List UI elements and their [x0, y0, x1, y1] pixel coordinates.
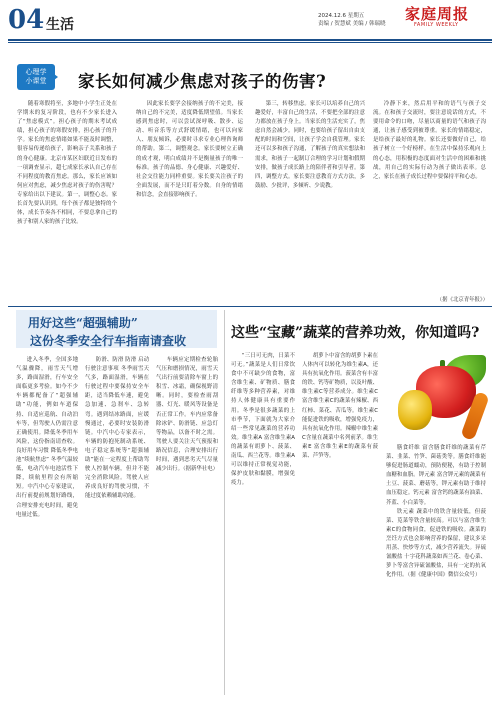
header-rule-thin: [8, 42, 492, 43]
article2-column-2: [85, 356, 149, 696]
badge-line-1: 心理学: [25, 68, 47, 76]
page-number: 04: [8, 5, 45, 35]
article1-text: 随着寒假将至，多地中小学生正处在学期末的复习阶段，也有不少家长进入了“焦虑模式”。担心孩子的期末考试成绩，担心孩子的寒假安排，担心孩子的升学。家长的焦虑情绪如果不能及时调整，很容易传递给孩子，影响亲子关系和孩子的身心健康。北京市某区妇联近日发布的一项调查显示，超七成家长承认自己存在不同程度的教育焦虑。那么，家长应该如何应对焦虑，减少焦虑对孩子的伤害呢？专家给出以下建议。第一，调整心态。家长首先要认识到，每个孩子都是独特的个体，成长节奏各不相同，不要总拿自己的孩子和别人家的孩子比较。: [17, 101, 117, 226]
article1-source: [400, 296, 488, 306]
article2-text: 车辆应定期检查轮胎气压和磨损情况，雨雪天气出行前要清除车窗上的积雪、冰霜，确保视野清晰。同时，要检查雨刮器、灯光、暖风等设备是否正常工作。车内应常备除冰铲、防滑链、应急灯等物品，以备不时之需。驾驶人要关注天气预报和路况信息，合理安排出行时间，遇到恶劣天气尽量减少出行。（据新华社电）: [156, 357, 218, 473]
date-line: [318, 12, 385, 28]
article3-text: 膳食纤维 富含膳食纤维的蔬菜有芹菜、韭菜、竹笋、菌菇类等。膳食纤维能够促进肠道蠕动，预防便秘，有助于控制血糖和血脂。钾元素 富含钾元素的蔬菜有土豆、菠菜、蘑菇等，钾元素有助于维持血压稳定。钙元素 富含钙的蔬菜有油菜、芥蓝、小白菜等。: [386, 445, 486, 506]
article3-text: 铁元素 蔬菜中的铁含量较低，但菠菜、苋菜等铁含量较高。可以与富含维生素C的食物同食，促进铁的吸收。蔬菜的烹饪方式也会影响营养的保留，建议多采用蒸、快炒等方式，减少营养流失。异硫氰酸盐 十字花科蔬菜如西兰花、卷心菜、萝卜等富含异硫氰酸盐，具有一定的抗氧化作用。（据《健康中国》微信公众号）: [386, 508, 486, 579]
article3-column-1: [231, 352, 295, 696]
article2-column-1: [16, 356, 78, 696]
article3-title: 这些“宝藏”蔬菜的营养功效，你知道吗?: [231, 325, 480, 341]
article2-title-line-2: 这份冬季安全行车指南请查收: [30, 334, 187, 348]
header-rule: [8, 39, 492, 41]
article1-column-4: [373, 100, 486, 298]
section-title: 生活: [46, 17, 74, 33]
masthead-english: FAMILY WEEKLY: [414, 22, 459, 28]
article1-column-1: [17, 100, 117, 305]
article1-text: 第三，转移焦虑。家长可以培养自己的兴趣爱好，丰富自己的生活，不要把全部的注意力都放在孩子身上。当家长的生活充实了，焦虑自然会减少。同时，也要给孩子留出自由支配的时间和空间，让孩子学会自我管理。家长还可以多和孩子沟通，了解孩子的真实想法和需求，和孩子一起制订合理的学习计划和假期安排，做孩子成长路上的陪伴者和引导者。第四，调整方式。家长要注意教育方式方法，多鼓励、少批评，多倾听、少说教。: [255, 101, 365, 189]
article2-title-line-1: 用好这些“超强辅助”: [28, 316, 138, 330]
page-header: [0, 0, 500, 42]
article1-source-text: （据《北京青年报》）: [436, 297, 488, 303]
article3-text: “三日可无肉，日菜不可无。”蔬菜是人们日常饮食中不可缺少的食物，富含维生素、矿物质、膳食纤维等多种营养素，对维持人体健康具有重要作用。冬季是很多蔬菜的上市季节，下面就为大家介绍一些常见蔬菜的营养功效。维生素A 富含维生素A的蔬菜有胡萝卜、菠菜、南瓜、西兰花等。维生素A可以维持正常视觉功能，保护皮肤和黏膜，增强免疫力。: [231, 353, 295, 487]
article1-text: 冷静下来，然后用平和的语气与孩子交流。在和孩子交流时，要注意说话的方式，不要用命令的口吻，尽量以商量的语气和孩子沟通，让孩子感受到被尊重。家长的情绪稳定，是给孩子最好的礼物。家长还要做好自己，给孩子树立一个好榜样。在生活中保持乐观向上的心态，用积极的态度面对生活中的困难和挑战，用自己的实际行动为孩子做出表率。总之，家长在孩子成长过程中要保持平和心态。: [373, 101, 486, 180]
article2-column-3: [156, 356, 218, 696]
article3-column-2: [302, 352, 378, 696]
yellow-pepper-image: [398, 390, 432, 430]
article1-text: 因此家长要学会接纳孩子的不完美，接纳自己的不完美，适度降低期望值。当家长感到焦虑时，可以尝试深呼吸、散步、运动、听音乐等方式舒缓情绪，也可以向家人、朋友倾诉，必要时寻求专业心理咨询师的帮助。第二，调整观念。家长要树立正确的成才观，明白成绩并不是衡量孩子的唯一标准。孩子的品德、身心健康、兴趣爱好、社会交往能力同样重要。家长要关注孩子的全面发展，而不是只盯着分数。自身的情绪和信念，会直接影响孩子。: [136, 101, 243, 198]
badge-line-2: 小课堂: [25, 77, 47, 85]
psychology-badge: [17, 64, 55, 90]
section-divider: [8, 306, 492, 307]
article1-column-2: [136, 100, 243, 305]
masthead-logo: 家庭周报: [405, 5, 470, 23]
editor-credits: 责编 / 贺慧斌 美编 / 韩瑞晓: [318, 21, 386, 27]
article2-text: 进入冬季，全国多地气温骤降，雨雪天气增多，路面湿滑，行车安全面临更多考验。如今不少车辆都配备了“超强辅助”功能，例如车道保持、自适应巡航、自动泊车等，但驾驶人仍需注意正确使用。降低冬季用车风险，这份指南请查收。良好用车习惯 降低冬季电池“续航焦虑” 冬季气温较低，电动汽车电池活性下降，续航里程会有所缩短。中汽中心专家建议，出行前提前规划好路线，合理安排充电时间，避免电量过低。: [16, 357, 78, 518]
article3-text: 胡萝卜中富含的胡萝卜素在人体内可以转化为维生素A，还具有抗氧化作用。菠菜含有丰富的铁、钙等矿物质，以及叶酸、维生素C等营养成分。维生素C 富含维生素C的蔬菜有辣椒、西红柿、菜花、苦瓜等。维生素C能促进铁的吸收，增强免疫力，具有抗氧化作用。辣椒中维生素C含量在蔬菜中名列前茅。维生素E 富含维生素E的蔬菜有菠菜、芦笋等。: [302, 353, 378, 460]
column-divider: [224, 310, 225, 695]
article1-title: 家长如何减少焦虑对孩子的伤害?: [78, 72, 327, 91]
article1-column-3: [255, 100, 365, 305]
issue-date: 2024.12.6 星期五: [318, 13, 365, 19]
article2-text: 防滑、防滑 防滑 启动行驶注意事项 冬季雨雪天气多，路面湿滑，车辆在行驶过程中要保持安全车距，适当降低车速，避免急加速、急刹车、急转弯。遇到结冰路面，应缓慢通过，必要时安装防滑链。中汽中心专家表示，车辆的防抱死制动系统、电子稳定系统等“超强辅助”能在一定程度上帮助驾驶人控制车辆，但并不能完全消除风险。驾驶人应养成良好的驾驶习惯，不能过度依赖辅助功能。: [85, 357, 149, 500]
badge-arrow-icon: [54, 74, 58, 80]
article3-column-3: [386, 444, 486, 696]
